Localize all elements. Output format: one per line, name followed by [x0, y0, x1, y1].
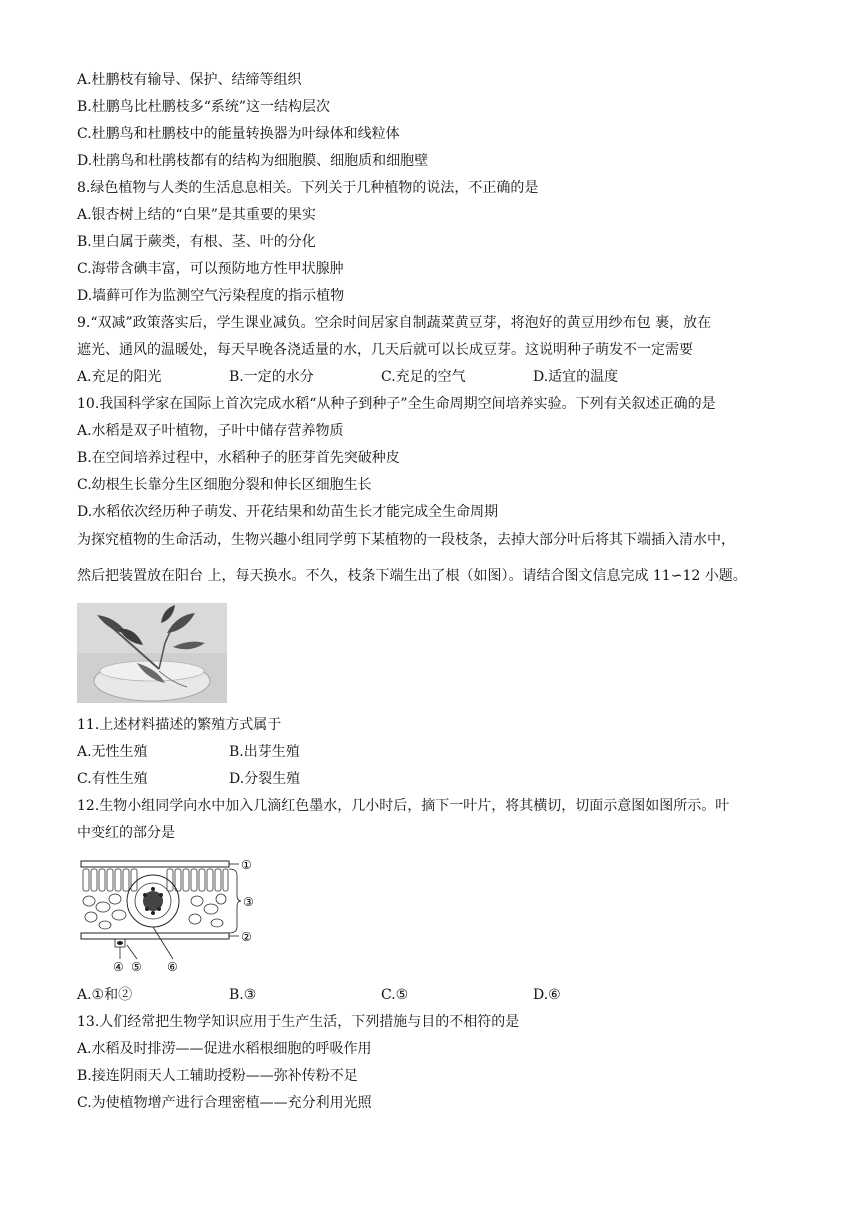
- leaf-cross-section-diagram: [77, 855, 272, 975]
- q13-option-a: A.水稻及时排涝——促进水稻根细胞的呼吸作用: [77, 1041, 372, 1057]
- diagram-label-1: ①: [241, 858, 252, 872]
- q7-option-c: C.杜鹏鸟和杜鹏枝中的能量转换器为叶绿体和线粒体: [77, 126, 400, 142]
- q11-option-a: A.无性生殖: [77, 744, 148, 760]
- q9-option-c: C.充足的空气: [381, 369, 466, 385]
- q9-option-d: D.适宜的温度: [533, 369, 619, 385]
- diagram-label-3: ③: [243, 895, 254, 909]
- q7-option-b: B.杜鹏鸟比杜鹏枝多“系统”这一结构层次: [77, 99, 331, 115]
- q10-option-a: A.水稻是双子叶植物，子叶中储存营养物质: [77, 423, 344, 439]
- diagram-label-5: ⑤: [131, 960, 142, 974]
- question-9-line-1: 9.“双减”政策落实后，学生课业减负。空余时间居家自制蔬菜黄豆芽，将泡好的黄豆用纱布包 裹，放在: [77, 315, 712, 331]
- question-12-line-2: 中变红的部分是: [77, 825, 175, 841]
- question-11: 11.上述材料描述的繁殖方式属于: [77, 717, 282, 733]
- q8-option-d: D.墙藓可作为监测空气污染程度的指示植物: [77, 288, 345, 304]
- q12-option-c: C.⑤: [381, 987, 409, 1003]
- q8-option-a: A.银杏树上结的“白果”是其重要的果实: [77, 207, 316, 223]
- q12-option-b: B.③: [229, 987, 257, 1003]
- q10-option-c: C.幼根生长靠分生区细胞分裂和伸长区细胞生长: [77, 477, 372, 493]
- diagram-label-4: ④: [113, 960, 124, 974]
- q8-option-c: C.海带含碘丰富，可以预防地方性甲状腺肿: [77, 261, 344, 277]
- question-13: 13.人们经常把生物学知识应用于生产生活，下列措施与目的不相符的是: [77, 1014, 520, 1030]
- q13-option-b: B.接连阴雨天人工辅助授粉——弥补传粉不足: [77, 1068, 358, 1084]
- question-8: 8.绿色植物与人类的生活息息相关。下列关于几种植物的说法，不正确的是: [77, 180, 539, 196]
- q10-option-d: D.水稻依次经历种子萌发、开花结果和幼苗生长才能完成全生命周期: [77, 504, 499, 520]
- plant-cutting-photo: [77, 603, 227, 703]
- q12-option-a: A.①和②: [77, 987, 133, 1003]
- diagram-label-2: ②: [241, 930, 252, 944]
- q13-option-c: C.为使植物增产进行合理密植——充分利用光照: [77, 1095, 372, 1111]
- q8-option-b: B.里白属于蕨类，有根、茎、叶的分化: [77, 234, 316, 250]
- q9-option-a: A.充足的阳光: [77, 369, 162, 385]
- context-line-1: 为探究植物的生命活动，生物兴趣小组同学剪下某植物的一段枝条，去掉大部分叶后将其下端插入清水中，: [77, 532, 735, 548]
- q12-option-d: D.⑥: [533, 987, 561, 1003]
- context-line-2: 然后把装置放在阳台 上，每天换水。不久，枝条下端生出了根（如图）。请结合图文信息完成 11∽12 小题。: [77, 568, 747, 584]
- q7-option-d: D.杜鹃鸟和杜鹃枝都有的结构为细胞膜、细胞质和细胞壁: [77, 153, 429, 169]
- question-12-line-1: 12.生物小组同学向水中加入几滴红色墨水，几小时后，摘下一叶片，将其横切，切面示意图如图所示。叶: [77, 798, 730, 814]
- question-10: 10.我国科学家在国际上首次完成水稻“从种子到种子”全生命周期空间培养实验。下列有关叙述正确的是: [77, 396, 716, 412]
- q7-option-a: A.杜鹏枝有输导、保护、结缔等组织: [77, 72, 302, 88]
- diagram-label-6: ⑥: [167, 960, 178, 974]
- q11-option-d: D.分裂生殖: [229, 771, 301, 787]
- q10-option-b: B.在空间培养过程中，水稻种子的胚芽首先突破种皮: [77, 450, 400, 466]
- q11-option-c: C.有性生殖: [77, 771, 148, 787]
- q11-option-b: B.出芽生殖: [229, 744, 300, 760]
- question-9-line-2: 遮光、通风的温暖处，每天早晚各浇适量的水，几天后就可以长成豆芽。这说明种子萌发不一定需要: [77, 342, 693, 358]
- q9-option-b: B.一定的水分: [229, 369, 314, 385]
